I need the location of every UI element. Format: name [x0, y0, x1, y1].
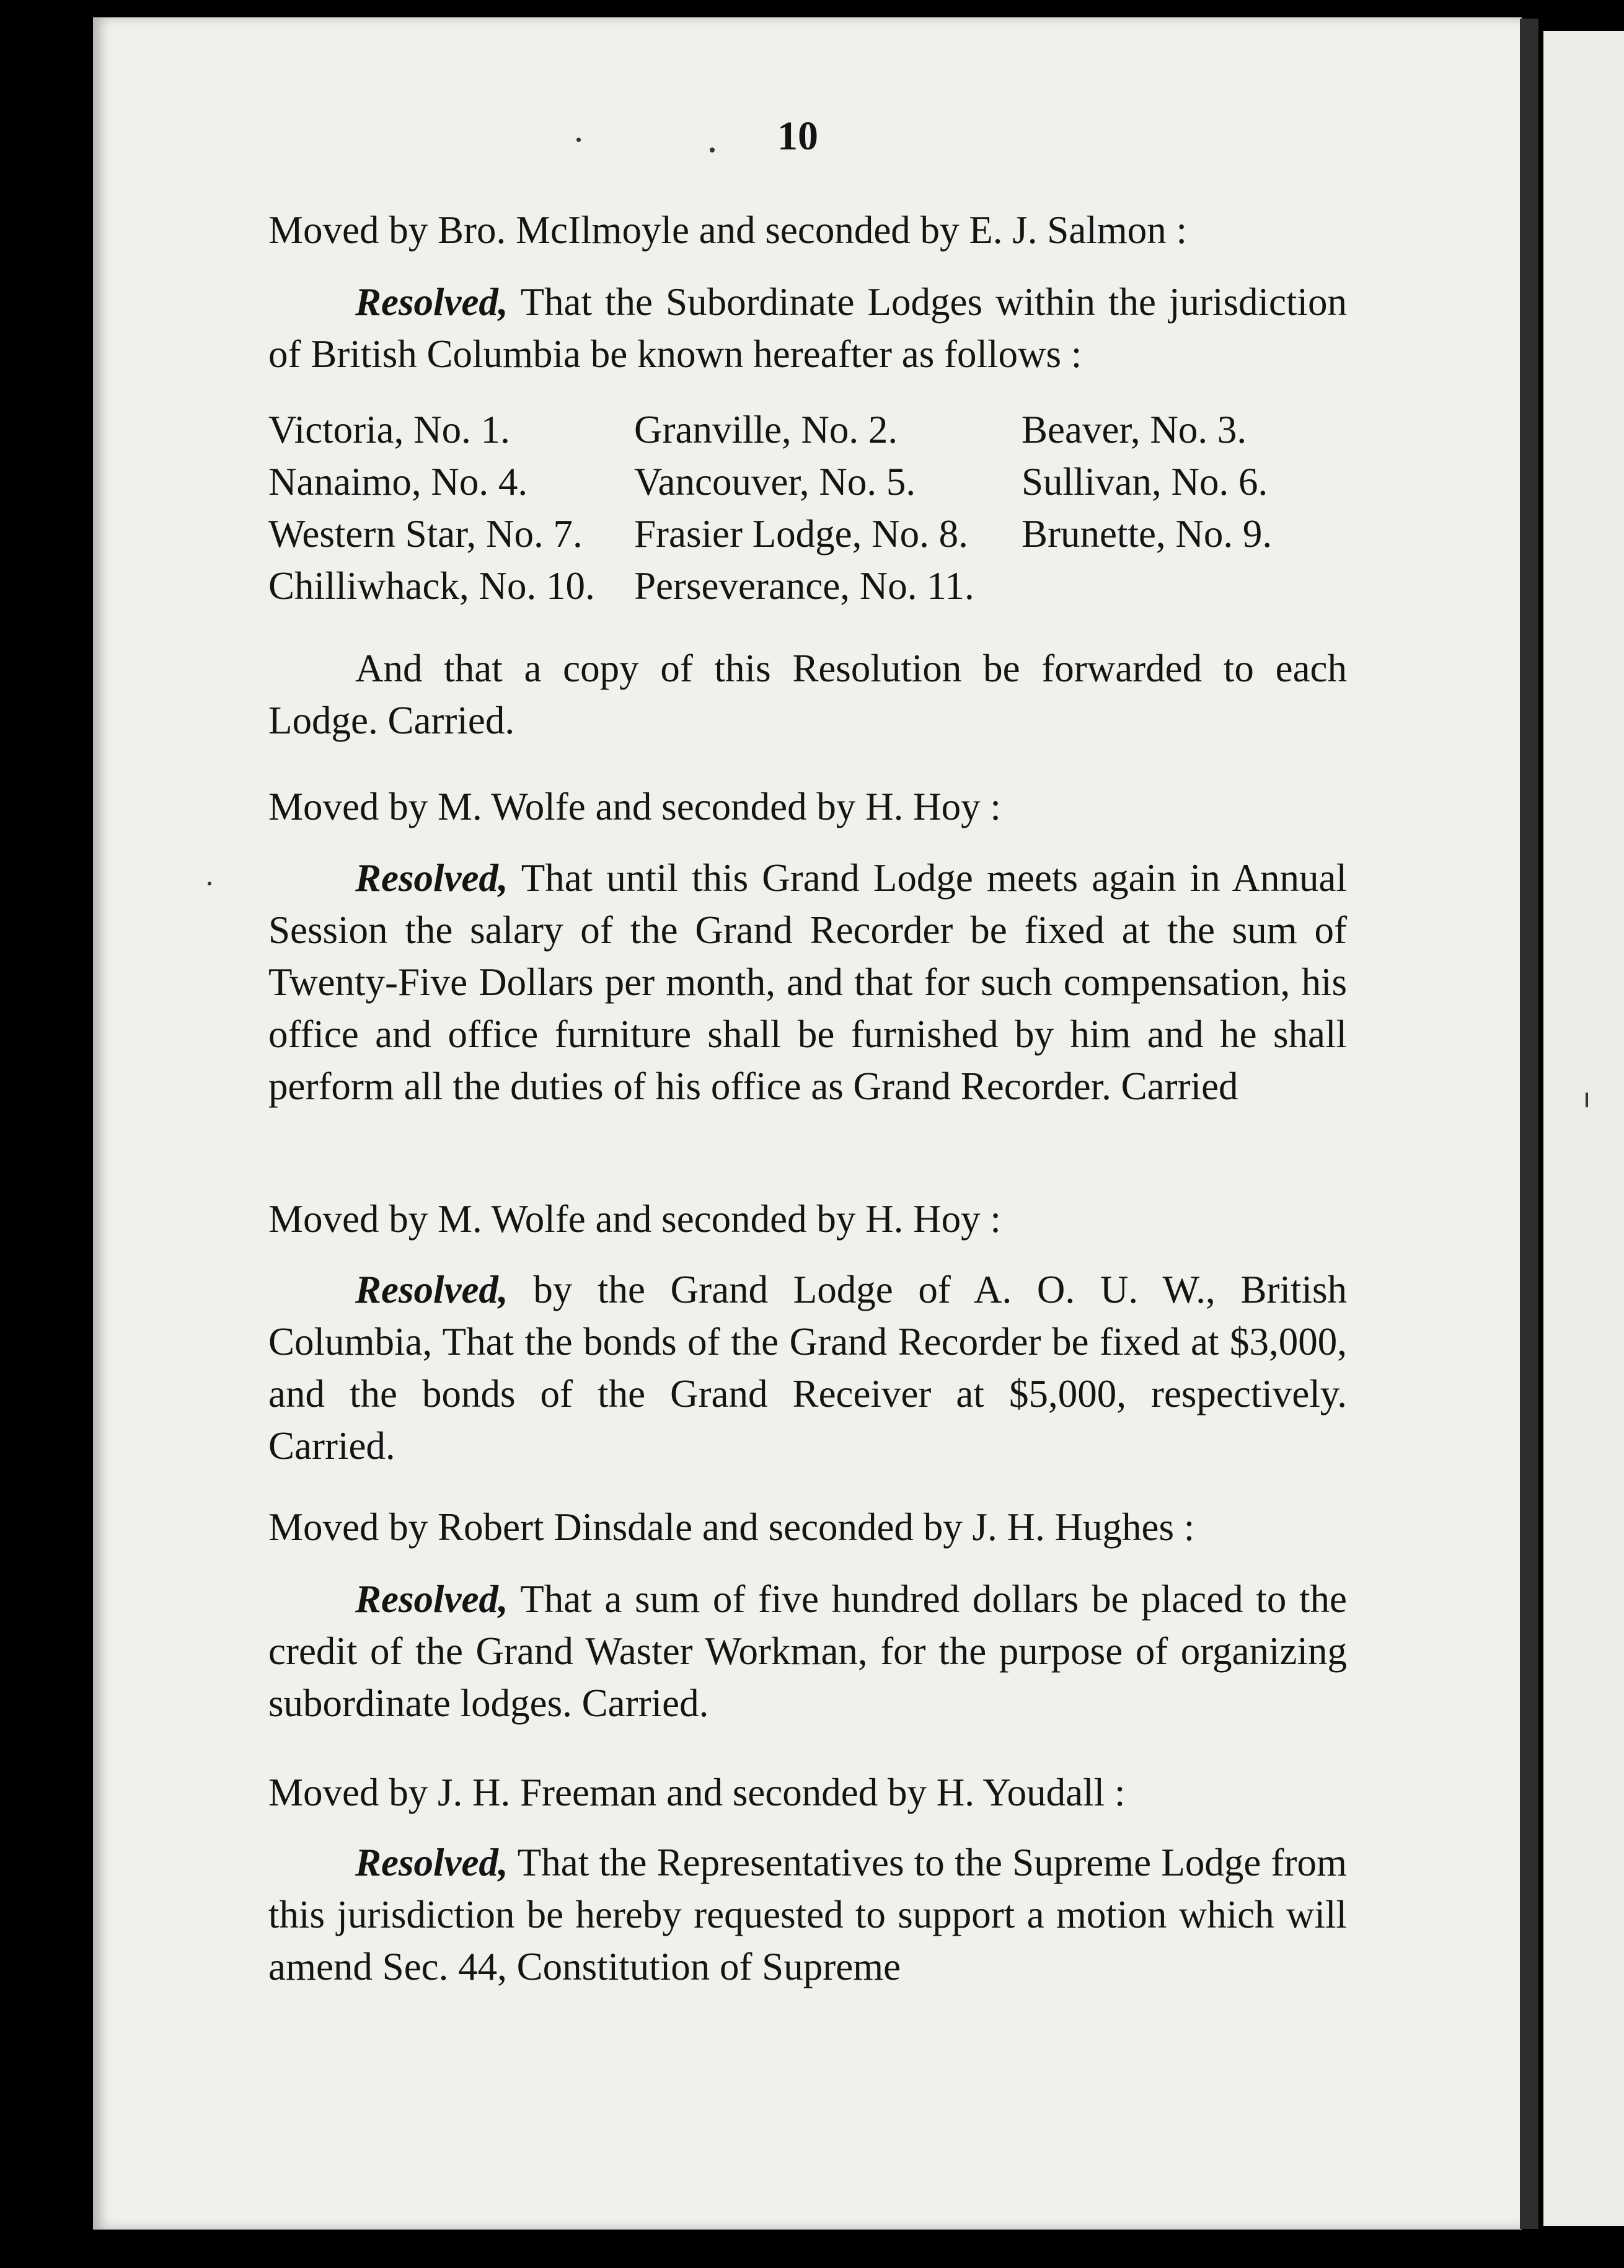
scan-speck: [208, 882, 211, 885]
page-number: 10: [777, 113, 818, 159]
motion-5-resolution: [268, 1836, 1347, 1993]
resolved-label: Resolved,: [355, 1268, 508, 1311]
lodge-entry: Granville, No. 2.: [634, 408, 898, 451]
scan-speck: [576, 138, 581, 142]
lodge-entry: Frasier Lodge, No. 8.: [634, 512, 968, 556]
motion-5-moved-line: Moved by J. H. Freeman and seconded by H. Youdall :: [268, 1771, 1126, 1814]
motion-2-moved-line: Moved by M. Wolfe and seconded by H. Hoy :: [268, 785, 1001, 828]
motion-3-moved-line: Moved by M. Wolfe and seconded by H. Hoy :: [268, 1197, 1001, 1241]
binding-edge: [1520, 19, 1538, 2229]
lodge-entry: Nanaimo, No. 4.: [268, 460, 528, 503]
resolved-label: Resolved,: [355, 856, 508, 900]
motion-3-resolution: [268, 1264, 1347, 1472]
motion-1-closing: And that a copy of this Resolution be forwarded to each Lodge. Carried.: [268, 647, 1347, 742]
adjacent-page-edge: [1543, 31, 1624, 2226]
resolved-label: Resolved,: [355, 280, 508, 324]
resolution-text: That the Representatives to the Supreme Lodge from this jurisdiction be hereby requested to support a motion which will amend Sec. 44, Constitution of Supreme: [268, 1841, 1347, 1988]
resolved-label: Resolved,: [355, 1841, 508, 1884]
resolved-label: Resolved,: [355, 1577, 508, 1621]
lodge-entry: Western Star, No. 7.: [268, 512, 583, 556]
scan-speck: [1586, 1092, 1588, 1107]
lodge-entry: Beaver, No. 3.: [1022, 408, 1247, 451]
motion-4-moved-line: Moved by Robert Dinsdale and seconded by J. H. Hughes :: [268, 1505, 1195, 1549]
lodge-entry: Perseverance, No. 11.: [634, 564, 974, 608]
motion-4-resolution: [268, 1573, 1347, 1729]
scan-speck: [710, 148, 715, 153]
lodge-entry: Vancouver, No. 5.: [634, 460, 916, 503]
motion-1-moved-line: Moved by Bro. McIlmoyle and seconded by E. J. Salmon :: [268, 208, 1188, 252]
lodge-entry: Sullivan, No. 6.: [1022, 460, 1268, 503]
motion-1-resolution: [268, 276, 1347, 380]
lodge-entry: Brunette, No. 9.: [1022, 512, 1273, 556]
lodge-entry: Chilliwhack, No. 10.: [268, 564, 595, 608]
lodge-entry: Victoria, No. 1.: [268, 408, 510, 451]
resolution-text: That a sum of five hundred dollars be placed to the credit of the Grand Waster Workman, for the purpose of organizing subordinate lodges. Carried.: [268, 1577, 1347, 1725]
motion-2-resolution: [268, 852, 1347, 1112]
resolution-text: That until this Grand Lodge meets again in Annual Session the salary of the Grand Recorder be fixed at the sum of Twenty-Five Dollars per month, and that for such compensation, his office and office furniture shall be furnished by him and he shall perform all the duties of his office as Grand Recorder. Carried: [268, 856, 1347, 1108]
resolution-text: That the Subordinate Lodges within the jurisdiction of British Columbia be known hereafter as follows :: [268, 280, 1347, 376]
resolution-text: by the Grand Lodge of A. O. U. W., British Columbia, That the bonds of the Grand Recorder be fixed at $3,000, and the bonds of the Grand Receiver at $5,000, respectively. Carried.: [268, 1268, 1347, 1468]
